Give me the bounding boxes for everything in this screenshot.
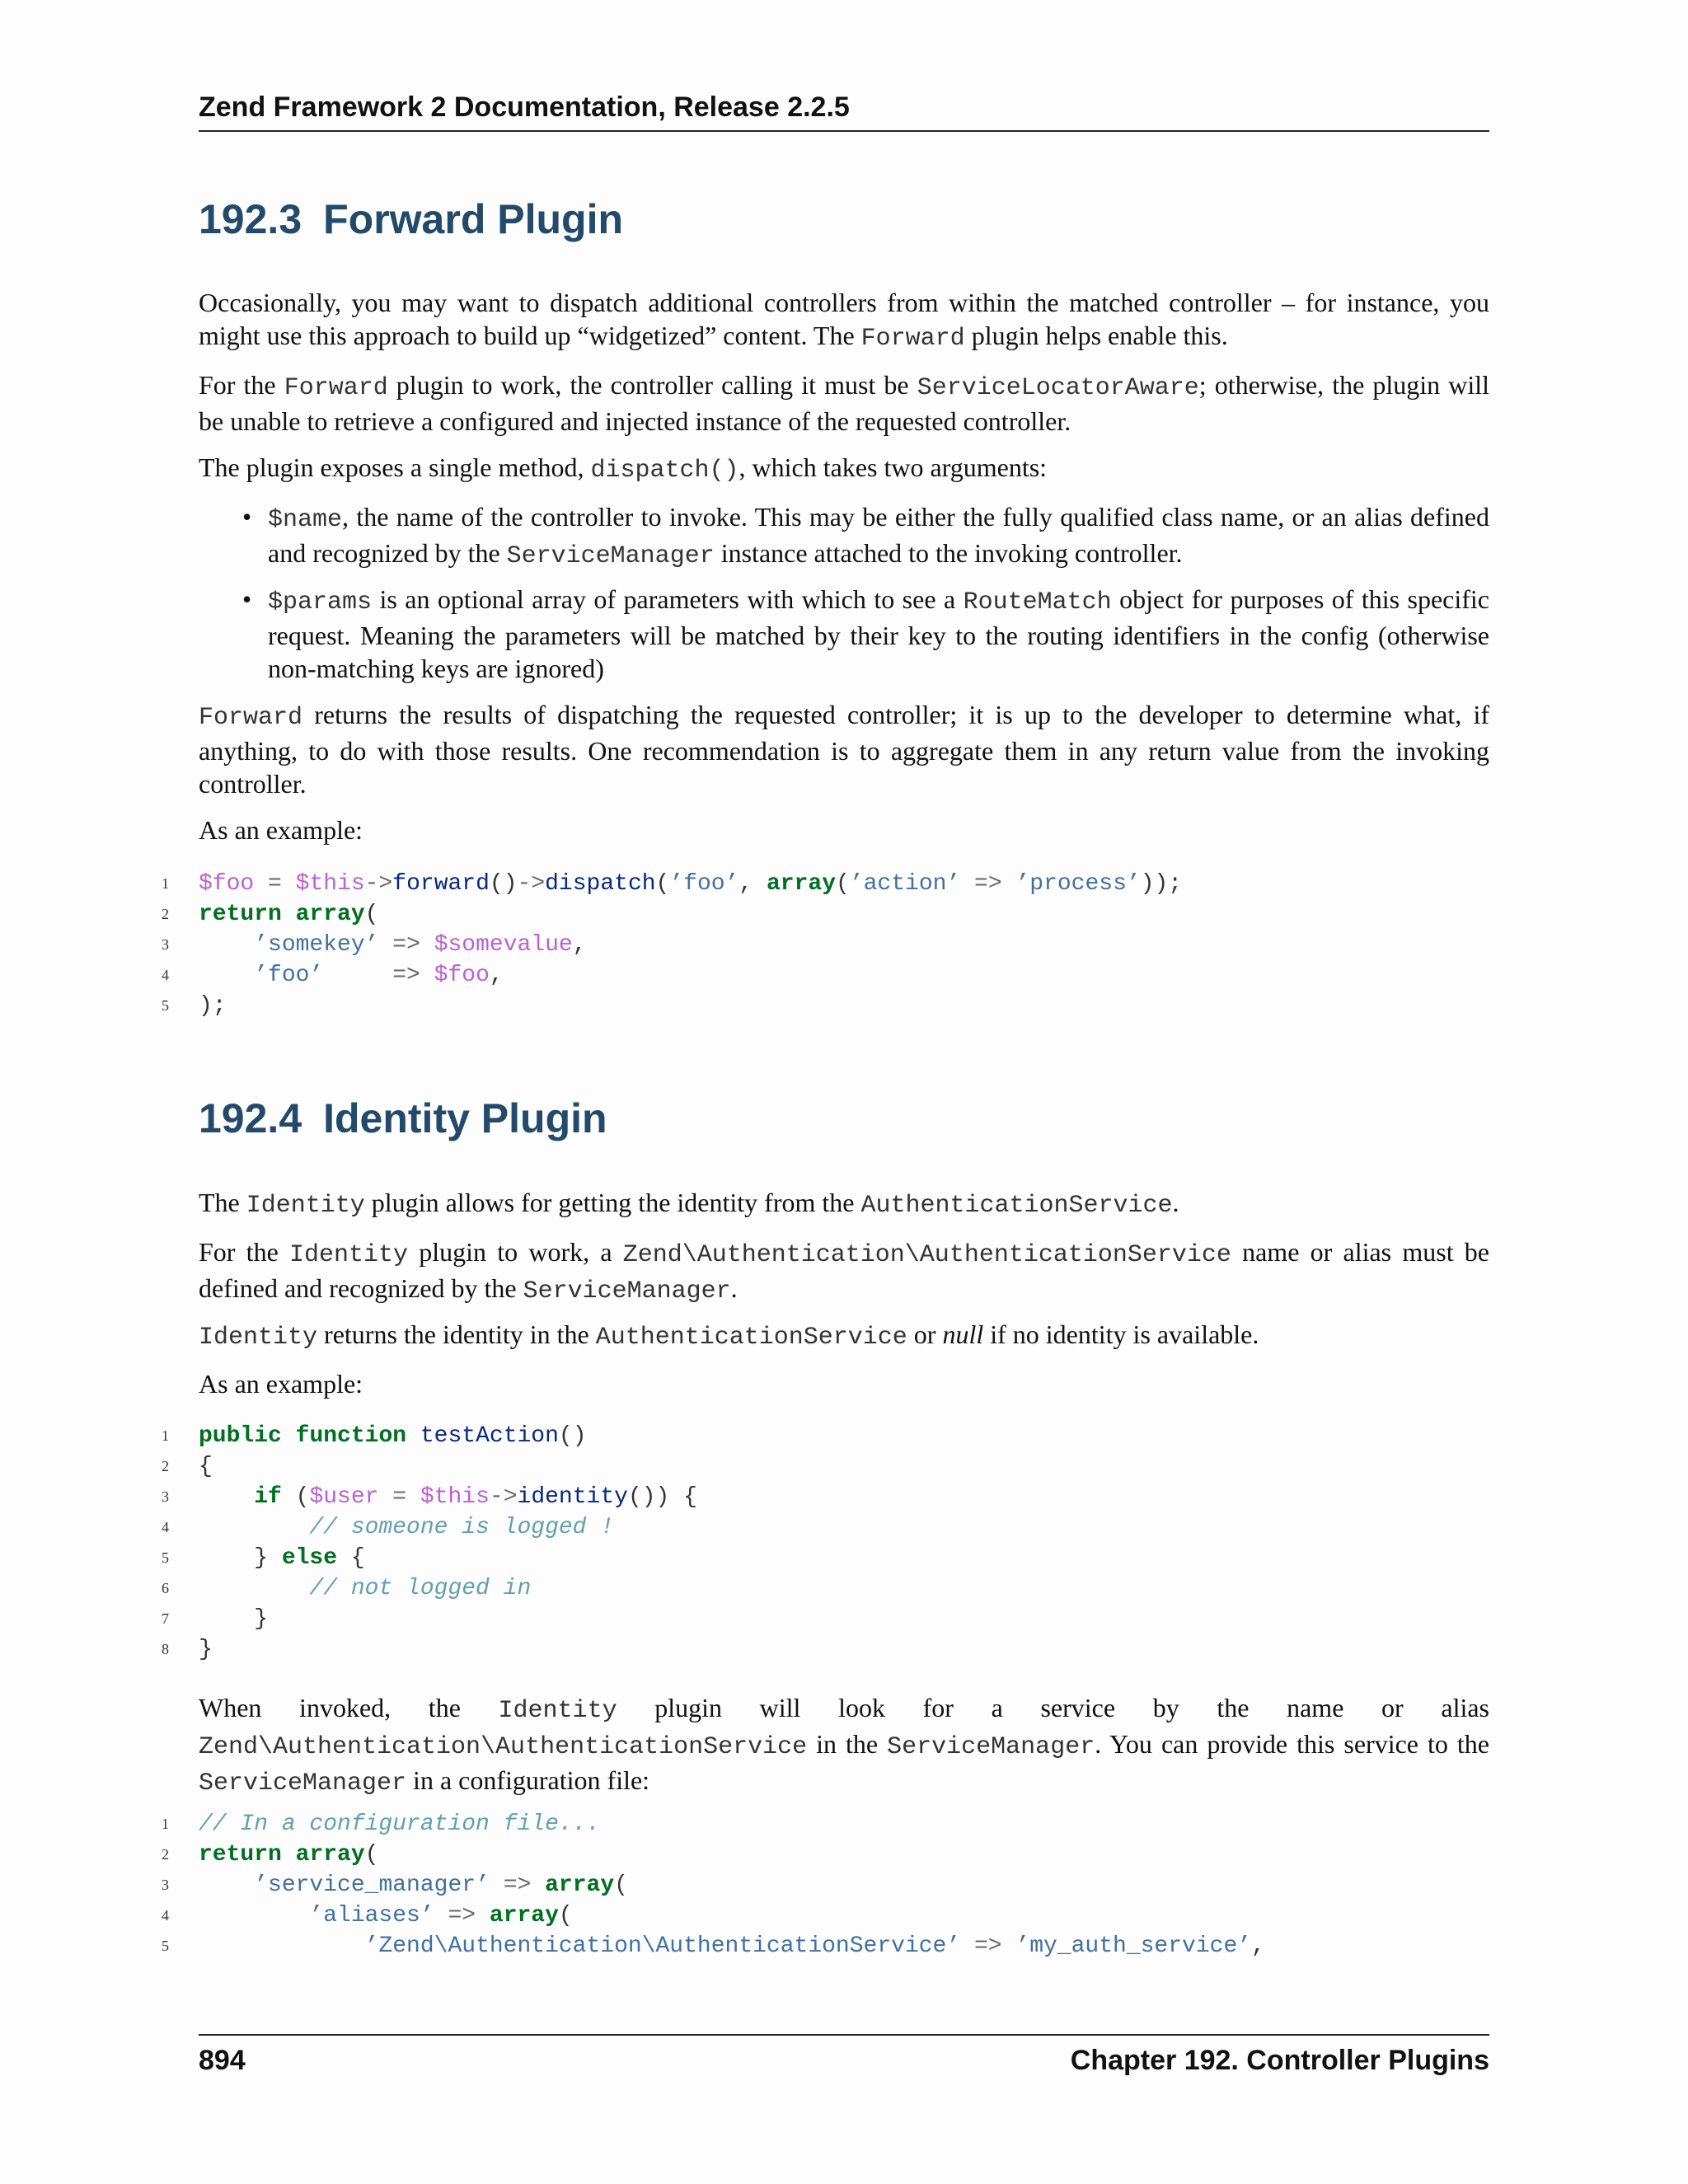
inline-code: ServiceManager bbox=[199, 1769, 407, 1797]
code-token: $foo bbox=[199, 871, 255, 897]
code-token: array bbox=[545, 1872, 615, 1898]
paragraph bbox=[199, 368, 1489, 438]
inline-code: Forward bbox=[199, 704, 303, 732]
text-run: in a configuration file: bbox=[406, 1765, 650, 1795]
code-token: => bbox=[503, 1872, 532, 1898]
bullet-item bbox=[268, 583, 1489, 685]
code-token bbox=[199, 1933, 365, 1959]
text-run: When invoked, the bbox=[199, 1693, 499, 1722]
code-token bbox=[1002, 871, 1016, 897]
code-text bbox=[199, 1482, 697, 1512]
code-token: return bbox=[199, 902, 282, 927]
code-text bbox=[199, 1634, 213, 1665]
code-token: ’action’ bbox=[849, 871, 961, 897]
code-token: () bbox=[489, 871, 518, 897]
inline-code: ServiceLocatorAware bbox=[917, 374, 1199, 402]
header-title: Zend Framework 2 Documentation, Release 2.2.5 bbox=[199, 91, 850, 123]
code-token: , bbox=[738, 871, 767, 897]
code-token: ’foo’ bbox=[254, 963, 324, 988]
paragraph bbox=[199, 1691, 1489, 1800]
code-token bbox=[282, 902, 296, 927]
text-run: plugin to work, the controller calling it must be bbox=[387, 370, 917, 400]
code-token bbox=[282, 871, 296, 897]
inline-code: RouteMatch bbox=[963, 588, 1112, 616]
inline-code: Identity bbox=[246, 1192, 365, 1220]
code-token bbox=[420, 963, 434, 988]
inline-code: dispatch() bbox=[590, 457, 739, 485]
chapter-title: Chapter 192. Controller Plugins bbox=[1070, 2045, 1489, 2076]
line-number: 2 bbox=[162, 1846, 169, 1863]
text-run: . bbox=[1172, 1188, 1179, 1217]
code-text bbox=[199, 1931, 1265, 1961]
text-run: object for purposes of this specific request. Meaning the parameters will be matched by their key to the routing identifiers in the config (otherwise non-matching keys are ignored) bbox=[268, 584, 1490, 683]
code-token: , bbox=[1251, 1933, 1265, 1959]
code-token: -> bbox=[364, 871, 393, 897]
code-line bbox=[100, 869, 1493, 899]
paragraph bbox=[199, 698, 1489, 800]
running-footer bbox=[199, 2034, 1489, 2077]
code-token bbox=[199, 932, 254, 958]
code-token: ()) { bbox=[627, 1484, 697, 1510]
text-run: The bbox=[199, 1188, 246, 1217]
code-token: else bbox=[281, 1545, 338, 1571]
section-heading-identity-plugin bbox=[199, 1094, 607, 1143]
line-number: 5 bbox=[162, 997, 169, 1014]
code-text bbox=[199, 899, 378, 930]
line-number: 4 bbox=[162, 1519, 169, 1535]
code-token: $somevalue bbox=[434, 932, 573, 958]
code-line bbox=[100, 1634, 1493, 1665]
code-line bbox=[100, 1900, 1493, 1931]
code-token: if bbox=[254, 1484, 282, 1510]
text-run: is an optional array of parameters with which to see a bbox=[372, 584, 964, 614]
code-line bbox=[100, 1451, 1493, 1482]
code-token bbox=[199, 1484, 254, 1510]
code-token: // In a configuration file... bbox=[199, 1811, 601, 1837]
inline-code: Forward bbox=[284, 374, 388, 402]
code-token: return bbox=[199, 1842, 282, 1868]
code-token: } bbox=[199, 1606, 269, 1632]
inline-code: ServiceManager bbox=[506, 542, 715, 570]
code-line bbox=[100, 1931, 1493, 1961]
code-token: ( bbox=[364, 1842, 379, 1868]
code-token: $this bbox=[295, 871, 365, 897]
running-header bbox=[199, 91, 1489, 132]
code-line bbox=[100, 1573, 1493, 1604]
paragraph bbox=[199, 451, 1489, 487]
code-token bbox=[323, 963, 392, 988]
text-run: Occasionally, you may want to dispatch additional controllers from within the matched controller – for instance, you might use this approach to build up “widgetized” content. The bbox=[199, 288, 1489, 350]
code-token: { bbox=[337, 1545, 365, 1571]
code-token bbox=[199, 1872, 254, 1898]
code-token: ( bbox=[614, 1872, 628, 1898]
code-text bbox=[199, 1870, 628, 1900]
code-token: = bbox=[392, 1484, 407, 1510]
code-token: ’my_auth_service’ bbox=[1015, 1933, 1252, 1959]
section-heading-forward-plugin bbox=[199, 194, 623, 244]
code-text bbox=[199, 1573, 531, 1604]
inline-code: AuthenticationService bbox=[595, 1324, 907, 1352]
code-token: ’Zend\Authentication\AuthenticationService’ bbox=[364, 1933, 961, 1959]
text-run: instance attached to the invoking controller. bbox=[714, 538, 1183, 568]
code-token: { bbox=[199, 1454, 213, 1479]
code-token: array bbox=[766, 871, 836, 897]
line-number: 4 bbox=[162, 1907, 169, 1924]
line-number: 3 bbox=[162, 936, 169, 953]
inline-code: Identity bbox=[288, 1241, 409, 1269]
code-token: identity bbox=[517, 1484, 628, 1510]
text-run: For the bbox=[199, 370, 284, 400]
code-line bbox=[100, 1809, 1493, 1840]
code-token: ’process’ bbox=[1015, 871, 1141, 897]
code-token: )); bbox=[1140, 871, 1183, 897]
inline-code: ServiceManager bbox=[887, 1733, 1095, 1761]
code-token bbox=[406, 1423, 420, 1449]
line-number: 6 bbox=[162, 1580, 169, 1596]
code-token: $this bbox=[420, 1484, 490, 1510]
code-token: ’foo’ bbox=[669, 871, 739, 897]
line-number: 7 bbox=[162, 1610, 169, 1627]
code-token bbox=[282, 1842, 296, 1868]
code-token: -> bbox=[517, 871, 546, 897]
line-number: 1 bbox=[162, 1816, 169, 1832]
code-listing-config bbox=[100, 1809, 1493, 1961]
emphasis: null bbox=[942, 1319, 984, 1349]
code-token bbox=[960, 871, 974, 897]
code-line bbox=[100, 1840, 1493, 1870]
inline-code: Zend\Authentication\AuthenticationService bbox=[199, 1733, 808, 1761]
code-token bbox=[531, 1872, 545, 1898]
code-token: $foo bbox=[434, 963, 490, 988]
code-text bbox=[199, 991, 227, 1021]
code-token bbox=[199, 1903, 309, 1929]
text-run: . You can provide this service to the bbox=[1095, 1729, 1490, 1759]
text-run: name or alias must be defined and recognized by the bbox=[199, 1237, 1489, 1303]
line-number: 4 bbox=[162, 967, 169, 983]
code-token: forward bbox=[392, 871, 490, 897]
paragraph bbox=[199, 813, 1489, 846]
inline-code: AuthenticationService bbox=[860, 1192, 1173, 1220]
paragraph bbox=[199, 1186, 1489, 1222]
code-token bbox=[378, 932, 392, 958]
bullet-item bbox=[268, 500, 1489, 573]
inline-code: Identity bbox=[199, 1324, 318, 1352]
code-token bbox=[199, 1515, 309, 1540]
code-token: ( bbox=[364, 902, 379, 927]
text-run: in the bbox=[807, 1729, 888, 1759]
code-token bbox=[434, 1903, 448, 1929]
code-token: function bbox=[295, 1423, 407, 1449]
inline-code: Zend\Authentication\AuthenticationService bbox=[622, 1241, 1231, 1269]
code-line bbox=[100, 1421, 1493, 1451]
text-run: plugin helps enable this. bbox=[964, 321, 1228, 350]
code-token: public bbox=[199, 1423, 282, 1449]
code-token bbox=[378, 1484, 392, 1510]
code-line bbox=[100, 991, 1493, 1021]
code-token: => bbox=[974, 871, 1002, 897]
code-token: // someone is logged ! bbox=[309, 1515, 615, 1540]
section-number: 192.4 bbox=[199, 1095, 302, 1141]
code-token: => bbox=[448, 1903, 476, 1929]
line-number: 1 bbox=[162, 875, 169, 892]
code-text bbox=[199, 1451, 213, 1482]
code-token: } bbox=[199, 1545, 282, 1571]
paragraph bbox=[199, 286, 1489, 355]
text-run: returns the results of dispatching the requested controller; it is up to the developer to determine what, if anything, to do with those results. One recommendation is to aggregate them in any return value from the invoking controller. bbox=[199, 700, 1489, 799]
code-line bbox=[100, 1870, 1493, 1900]
text-run: The plugin exposes a single method, bbox=[199, 452, 591, 482]
inline-code: $name bbox=[268, 506, 343, 534]
code-text bbox=[199, 1900, 573, 1931]
code-token: testAction bbox=[420, 1423, 559, 1449]
bullet-marker: • bbox=[242, 502, 252, 532]
text-run: For the bbox=[199, 1237, 289, 1267]
text-run: if no identity is available. bbox=[983, 1319, 1259, 1349]
paragraph bbox=[199, 1235, 1489, 1308]
code-token bbox=[960, 1933, 974, 1959]
code-text bbox=[199, 1604, 268, 1634]
code-token bbox=[1002, 1933, 1016, 1959]
line-number: 1 bbox=[162, 1427, 169, 1444]
inline-code: Forward bbox=[860, 325, 965, 353]
code-token bbox=[254, 871, 268, 897]
line-number: 2 bbox=[162, 906, 169, 922]
line-number: 2 bbox=[162, 1458, 169, 1474]
code-text bbox=[199, 930, 587, 960]
code-token: , bbox=[489, 963, 504, 988]
section-title: Forward Plugin bbox=[323, 196, 624, 242]
text-run: or bbox=[907, 1319, 943, 1349]
code-token: $user bbox=[309, 1484, 379, 1510]
code-line bbox=[100, 1512, 1493, 1543]
inline-code: Identity bbox=[498, 1697, 617, 1725]
line-number: 8 bbox=[162, 1641, 169, 1657]
code-token bbox=[199, 1576, 309, 1601]
code-listing-forward bbox=[100, 869, 1493, 1021]
code-line bbox=[100, 930, 1493, 960]
code-text bbox=[199, 1421, 587, 1451]
code-token: array bbox=[489, 1903, 559, 1929]
text-run: plugin will look for a service by the name or alias bbox=[617, 1693, 1490, 1722]
inline-code: $params bbox=[268, 588, 373, 616]
code-token: } bbox=[199, 1637, 213, 1662]
code-token: ( bbox=[558, 1903, 573, 1929]
paragraph bbox=[199, 1318, 1489, 1354]
code-token bbox=[282, 1423, 296, 1449]
code-line bbox=[100, 1543, 1493, 1573]
code-text bbox=[199, 1512, 614, 1543]
code-token: -> bbox=[489, 1484, 518, 1510]
text-run: returns the identity in the bbox=[317, 1319, 596, 1349]
line-number: 3 bbox=[162, 1877, 169, 1893]
code-token bbox=[199, 963, 254, 988]
code-token: () bbox=[558, 1423, 587, 1449]
code-token bbox=[476, 1903, 490, 1929]
code-token: => bbox=[392, 932, 420, 958]
code-token: ); bbox=[199, 993, 227, 1019]
text-run: , which takes two arguments: bbox=[738, 452, 1048, 482]
text-run: As an example: bbox=[199, 1369, 363, 1399]
text-run: . bbox=[730, 1273, 738, 1303]
text-run: ; otherwise, the plugin will be unable to retrieve a configured and injected instance of the requested controller. bbox=[199, 370, 1490, 436]
code-listing-identity bbox=[100, 1421, 1493, 1665]
line-number: 5 bbox=[162, 1938, 169, 1954]
paragraph bbox=[199, 1367, 1489, 1400]
code-token: , bbox=[572, 932, 587, 958]
code-text bbox=[199, 960, 504, 991]
inline-code: ServiceManager bbox=[523, 1277, 731, 1305]
code-text bbox=[199, 869, 1182, 899]
text-run: plugin allows for getting the identity from the bbox=[364, 1188, 861, 1217]
code-token: ’aliases’ bbox=[309, 1903, 434, 1929]
code-token: // not logged in bbox=[309, 1576, 532, 1601]
text-run: plugin to work, a bbox=[408, 1237, 623, 1267]
code-token: ( bbox=[281, 1484, 310, 1510]
line-number: 3 bbox=[162, 1488, 169, 1505]
code-token: ’service_manager’ bbox=[254, 1872, 490, 1898]
code-text bbox=[199, 1543, 365, 1573]
code-token: ( bbox=[655, 871, 670, 897]
code-token: ’somekey’ bbox=[254, 932, 379, 958]
code-token: = bbox=[268, 871, 282, 897]
section-number: 192.3 bbox=[199, 196, 302, 242]
code-line bbox=[100, 899, 1493, 930]
code-token: array bbox=[295, 902, 365, 927]
bullet-marker: • bbox=[242, 584, 252, 614]
code-token: dispatch bbox=[545, 871, 656, 897]
code-line bbox=[100, 960, 1493, 991]
text-run: , the name of the controller to invoke. This may be either the fully qualified class name, or an alias defined and recognized by the bbox=[268, 502, 1489, 568]
text-run: As an example: bbox=[199, 815, 363, 845]
section-title: Identity Plugin bbox=[323, 1095, 607, 1141]
code-token bbox=[420, 932, 434, 958]
code-token: array bbox=[295, 1842, 365, 1868]
page-number: 894 bbox=[199, 2045, 246, 2076]
code-text bbox=[199, 1840, 378, 1870]
code-line bbox=[100, 1604, 1493, 1634]
code-text bbox=[199, 1809, 600, 1840]
line-number: 5 bbox=[162, 1549, 169, 1566]
code-line bbox=[100, 1482, 1493, 1512]
code-token bbox=[406, 1484, 420, 1510]
code-token: => bbox=[973, 1933, 1002, 1959]
code-token bbox=[490, 1872, 504, 1898]
code-token: => bbox=[392, 963, 420, 988]
code-token: ( bbox=[836, 871, 850, 897]
